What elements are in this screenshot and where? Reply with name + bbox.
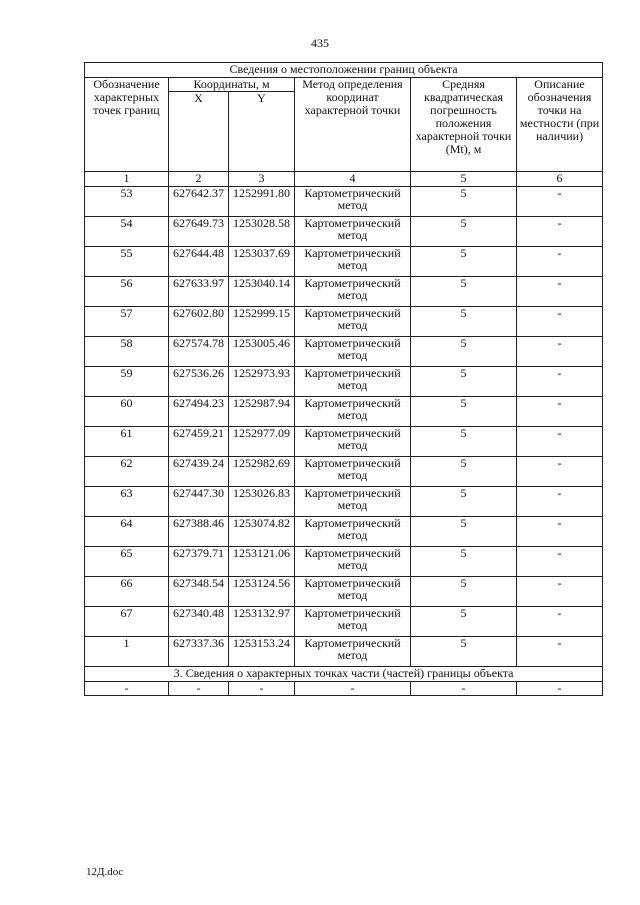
cell-coord-x: 627379.71 [169,547,229,577]
cell-method: Картометрический метод [295,397,411,427]
cell-description: - [517,427,603,457]
cell-description: - [517,607,603,637]
cell-point-id: 54 [85,217,169,247]
header-y: Y [229,92,295,172]
cell-coord-y: 1252991.80 [229,187,295,217]
cell-error: 5 [411,607,517,637]
table-row [85,247,603,277]
cell-description: - [517,247,603,277]
cell-description: - [517,457,603,487]
cell-description: - [517,337,603,367]
column-number: 3 [229,172,295,187]
cell-coord-y: 1253005.46 [229,337,295,367]
cell-description: - [517,307,603,337]
cell-error: 5 [411,487,517,517]
cell-coord-x: 627649.73 [169,217,229,247]
cell-coord-y: 1252982.69 [229,457,295,487]
cell-method: Картометрический метод [295,547,411,577]
cell-method: Картометрический метод [295,487,411,517]
cell-point-id: 62 [85,457,169,487]
table-row [85,427,603,457]
cell-point-id: 59 [85,367,169,397]
table-row [85,277,603,307]
cell-error: 5 [411,547,517,577]
cell-coord-x: 627348.54 [169,577,229,607]
cell-error: 5 [411,337,517,367]
cell-description: - [517,547,603,577]
cell-method: Картометрический метод [295,577,411,607]
cell-point-id: 64 [85,517,169,547]
cell-coord-y: 1252977.09 [229,427,295,457]
section3-cell: - [517,682,603,696]
header-method: Метод определения координат характерной точки [295,78,411,172]
cell-coord-y: 1253074.82 [229,517,295,547]
column-number: 5 [411,172,517,187]
cell-coord-y: 1253124.56 [229,577,295,607]
section3-cell: - [411,682,517,696]
cell-method: Картометрический метод [295,187,411,217]
cell-description: - [517,487,603,517]
table-row [85,457,603,487]
cell-coord-x: 627602.80 [169,307,229,337]
cell-method: Картометрический метод [295,637,411,667]
cell-coord-x: 627337.36 [169,637,229,667]
cell-error: 5 [411,247,517,277]
cell-method: Картометрический метод [295,517,411,547]
cell-coord-y: 1253037.69 [229,247,295,277]
cell-error: 5 [411,277,517,307]
boundary-coordinates-table [84,62,603,696]
cell-coord-y: 1252999.15 [229,307,295,337]
cell-description: - [517,577,603,607]
cell-coord-x: 627439.24 [169,457,229,487]
cell-error: 5 [411,217,517,247]
table-row [85,577,603,607]
section3-row [85,682,603,696]
cell-point-id: 55 [85,247,169,277]
cell-coord-x: 627459.21 [169,427,229,457]
cell-coord-x: 627642.37 [169,187,229,217]
section3-cell: - [295,682,411,696]
cell-point-id: 67 [85,607,169,637]
cell-error: 5 [411,517,517,547]
cell-point-id: 58 [85,337,169,367]
header-description: Описание обозначения точки на местности (при наличии) [517,78,603,172]
cell-coord-x: 627644.48 [169,247,229,277]
cell-coord-y: 1253026.83 [229,487,295,517]
cell-coord-x: 627574.78 [169,337,229,367]
cell-description: - [517,217,603,247]
table-row [85,547,603,577]
cell-coord-y: 1252973.93 [229,367,295,397]
cell-error: 5 [411,427,517,457]
cell-method: Картометрический метод [295,337,411,367]
cell-point-id: 57 [85,307,169,337]
table-row [85,637,603,667]
header-x: X [169,92,229,172]
table-row [85,517,603,547]
cell-coord-x: 627447.30 [169,487,229,517]
cell-method: Картометрический метод [295,457,411,487]
table-row [85,217,603,247]
cell-error: 5 [411,187,517,217]
footer-filename: 12Д.doc [86,866,124,878]
cell-method: Картометрический метод [295,247,411,277]
cell-method: Картометрический метод [295,427,411,457]
header-point: Обозначение характерных точек границ [85,78,169,172]
table-row [85,187,603,217]
column-number: 6 [517,172,603,187]
cell-coord-x: 627536.26 [169,367,229,397]
cell-error: 5 [411,397,517,427]
page-number: 435 [311,36,329,50]
column-numbers-row [85,172,603,187]
cell-description: - [517,187,603,217]
cell-description: - [517,517,603,547]
column-number: 1 [85,172,169,187]
table-row [85,307,603,337]
cell-description: - [517,637,603,667]
cell-method: Картометрический метод [295,277,411,307]
cell-coord-y: 1253132.97 [229,607,295,637]
cell-description: - [517,367,603,397]
cell-point-id: 60 [85,397,169,427]
cell-coord-x: 627388.46 [169,517,229,547]
cell-coord-x: 627340.48 [169,607,229,637]
column-number: 4 [295,172,411,187]
cell-point-id: 65 [85,547,169,577]
table-row [85,487,603,517]
cell-coord-y: 1252987.94 [229,397,295,427]
cell-coord-y: 1253040.14 [229,277,295,307]
cell-error: 5 [411,367,517,397]
section3-cell: - [169,682,229,696]
cell-coord-y: 1253028.58 [229,217,295,247]
cell-error: 5 [411,577,517,607]
header-error: Средняя квадратическая погрешность положения характерной точки (Mt), м [411,78,517,172]
cell-method: Картометрический метод [295,367,411,397]
cell-point-id: 61 [85,427,169,457]
cell-point-id: 53 [85,187,169,217]
cell-description: - [517,277,603,307]
cell-point-id: 1 [85,637,169,667]
cell-method: Картометрический метод [295,217,411,247]
section3-cell: - [229,682,295,696]
cell-point-id: 63 [85,487,169,517]
cell-coord-x: 627494.23 [169,397,229,427]
cell-error: 5 [411,457,517,487]
section3-cell: - [85,682,169,696]
cell-point-id: 56 [85,277,169,307]
table-row [85,607,603,637]
cell-coord-y: 1253153.24 [229,637,295,667]
section3-title: 3. Сведения о характерных точках части (частей) границы объекта [85,667,603,682]
table-row [85,397,603,427]
cell-method: Картометрический метод [295,607,411,637]
cell-description: - [517,397,603,427]
cell-point-id: 66 [85,577,169,607]
table-row [85,337,603,367]
cell-coord-x: 627633.97 [169,277,229,307]
header-coords: Координаты, м [169,78,295,92]
cell-error: 5 [411,307,517,337]
cell-method: Картометрический метод [295,307,411,337]
cell-coord-y: 1253121.06 [229,547,295,577]
table-row [85,367,603,397]
table-title: Сведения о местоположении границ объекта [85,63,603,78]
cell-error: 5 [411,637,517,667]
column-number: 2 [169,172,229,187]
